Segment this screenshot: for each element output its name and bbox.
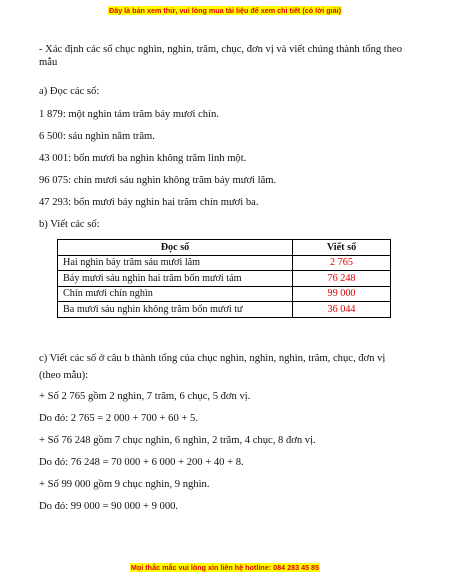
table-header-row [58, 240, 391, 256]
table-cell-number: 36 044 [293, 302, 391, 318]
part-c-heading: c) Viết các số ở câu b thành tổng của chục nghìn, nghìn, nghìn, trăm, chục, đơn vị [39, 353, 386, 364]
table-row [58, 271, 391, 287]
table-cell-number: 2 765 [293, 255, 391, 271]
part-c-line: Do đó: 76 248 = 70 000 + 6 000 + 200 + 40 + 8. [39, 457, 244, 468]
header-banner [0, 6, 450, 15]
table-cell-reading: Chín mươi chín nghìn [58, 286, 293, 302]
table-row [58, 286, 391, 302]
table-header: Đọc số [58, 240, 293, 256]
part-c-line: + Số 2 765 gồm 2 nghìn, 7 trăm, 6 chục, 5 đơn vị. [39, 391, 251, 402]
part-c-line: + Số 76 248 gồm 7 chục nghìn, 6 nghìn, 2 trăm, 4 chục, 8 đơn vị. [39, 435, 316, 446]
footer-banner [0, 563, 450, 572]
intro-paragraph [39, 43, 414, 69]
table-row [58, 255, 391, 271]
table-cell-number: 99 000 [293, 286, 391, 302]
table-row [58, 302, 391, 318]
table-cell-reading: Ba mươi sáu nghìn không trăm bốn mươi tư [58, 302, 293, 318]
part-c-line: Do đó: 99 000 = 90 000 + 9 000. [39, 501, 179, 512]
part-a-line: 47 293: bốn mươi bảy nghìn hai trăm chín mươi ba. [39, 197, 259, 208]
numbers-table [57, 239, 391, 318]
part-c-line: + Số 99 000 gồm 9 chục nghìn, 9 nghìn. [39, 479, 210, 490]
intro-text: - Xác định các số chục nghìn, nghìn, trăm, chục, đơn vị và viết chúng thành tổng theo mẫu [39, 44, 403, 68]
footer-banner-text: Mọi thắc mắc vui lòng xin liên hệ hotline: 084 283 45 85 [130, 563, 320, 572]
header-banner-text: Đây là bản xem thử, vui lòng mua tài liệu để xem chi tiết (có lời giải) [109, 6, 341, 15]
part-a-heading: a) Đọc các số: [39, 86, 100, 97]
part-a-line: 6 500: sáu nghìn năm trăm. [39, 131, 155, 142]
part-c-line: Do đó: 2 765 = 2 000 + 700 + 60 + 5. [39, 413, 198, 424]
part-c-heading-continued: (theo mẫu): [39, 370, 89, 381]
table-header: Viết số [293, 240, 391, 256]
part-a-line: 43 001: bốn mươi ba nghìn không trăm linh một. [39, 153, 247, 164]
table-cell-reading: Hai nghìn bảy trăm sáu mươi lăm [58, 255, 293, 271]
table-cell-reading: Bảy mươi sáu nghìn hai trăm bốn mươi tám [58, 271, 293, 287]
table-cell-number: 76 248 [293, 271, 391, 287]
part-a-line: 96 075: chín mươi sáu nghìn không trăm bảy mươi lăm. [39, 175, 277, 186]
part-a-line: 1 879: một nghìn tám trăm bảy mươi chín. [39, 109, 219, 120]
part-b-heading: b) Viết các số: [39, 219, 100, 230]
